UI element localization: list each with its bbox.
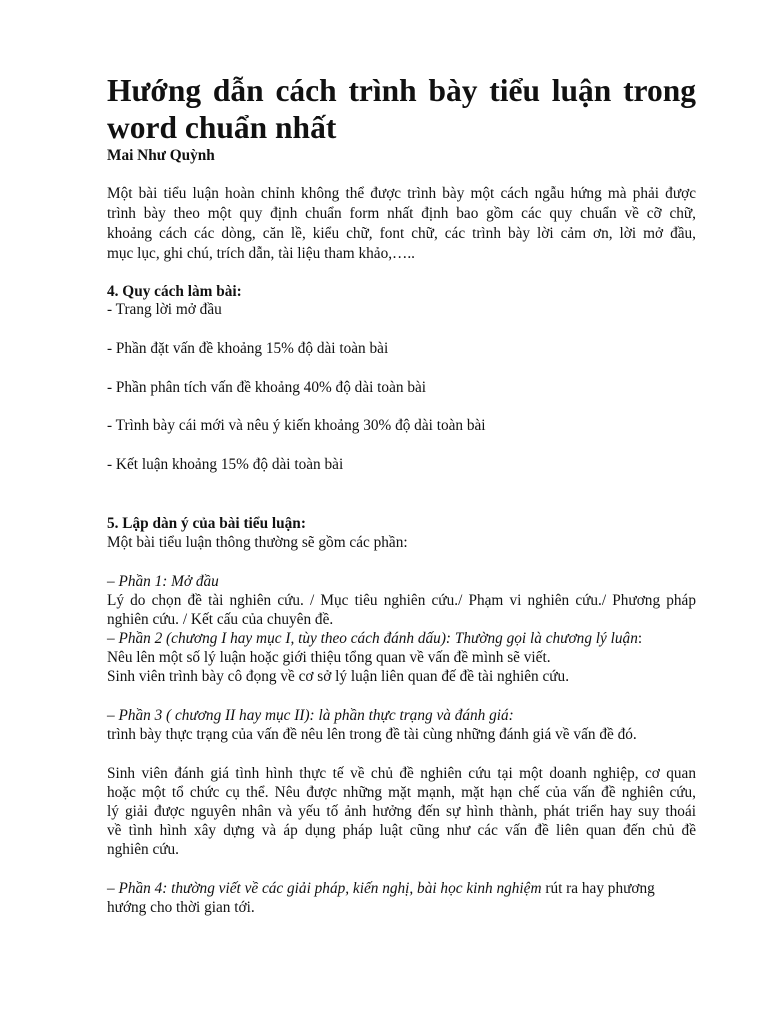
section5-heading: 5. Lập dàn ý của bài tiểu luận:	[107, 515, 306, 532]
part3-title: – Phần 3 ( chương II hay mục II): là phần thực trạng và đánh giá:	[107, 707, 514, 724]
part2-line: Nêu lên một số lý luận hoặc giới thiệu tổng quan về vấn đề mình sẽ viết.	[107, 649, 551, 666]
section4-item: - Trang lời mở đầu	[107, 301, 222, 318]
intro-line: khoảng cách các dòng, căn lề, kiểu chữ, font chữ, các trình bày lời cảm ơn, lời mở đầu,	[107, 225, 696, 242]
part3-paragraph-line: hoặc một tổ chức cụ thể. Nêu được những mặt mạnh, mặt hạn chế của vấn đề nghiên cứu,	[107, 784, 696, 801]
part2-title-suffix: :	[637, 630, 643, 647]
document-title: Hướng dẫn cách trình bày tiểu luận trong word chuẩn nhất	[107, 73, 696, 145]
section4-item: - Kết luận khoảng 15% độ dài toàn bài	[107, 456, 344, 473]
part3-paragraph-line: Sinh viên đánh giá tình hình thực tế về chủ đề nghiên cứu tại một doanh nghiệp, cơ quan	[107, 765, 696, 782]
section4-item: - Phần đặt vấn đề khoảng 15% độ dài toàn bài	[107, 340, 389, 357]
part1-title: – Phần 1: Mở đầu	[107, 573, 219, 590]
part2-line: Sinh viên trình bày cô đọng về cơ sở lý luận liên quan đế đề tài nghiên cứu.	[107, 668, 570, 685]
part3-paragraph-line: về tình hình xây dựng và áp dụng pháp luật cũng như các vấn đề liên quan đến chủ đề	[107, 822, 696, 839]
section4-item: - Phần phân tích vấn đề khoảng 40% độ dài toàn bài	[107, 379, 427, 396]
section4-heading: 4. Quy cách làm bài:	[107, 283, 242, 300]
author-name: Mai Như Quỳnh	[107, 147, 215, 164]
intro-line: Một bài tiểu luận hoàn chỉnh không thể được trình bày một cách ngẫu hứng mà phải được	[107, 185, 696, 202]
section5-intro: Một bài tiểu luận thông thường sẽ gồm các phần:	[107, 534, 408, 551]
intro-line: mục lục, ghi chú, trích dẫn, tài liệu tham khảo,…..	[107, 245, 415, 262]
intro-line: trình bày theo một quy định chuẩn form nhất định bao gồm các quy chuẩn về cỡ chữ,	[107, 205, 696, 222]
part2-title-line	[107, 629, 642, 648]
part4-title-rest: rút ra hay phương	[541, 880, 655, 897]
part3-paragraph-line: nghiên cứu.	[107, 841, 180, 858]
part1-line: nghiên cứu. / Kết cấu của chuyên đề.	[107, 611, 334, 628]
part3-paragraph-line: lý giải được nguyên nhân và yếu tố ảnh hưởng đến sự hình thành, phát triển hay suy thoái	[107, 803, 696, 820]
part4-line: hướng cho thời gian tới.	[107, 899, 255, 916]
part1-line: Lý do chọn đề tài nghiên cứu. / Mục tiêu nghiên cứu./ Phạm vi nghiên cứu./ Phương pháp	[107, 592, 696, 609]
part4-title: – Phần 4: thường viết về các giải pháp, kiến nghị, bài học kinh nghiệm	[107, 880, 542, 897]
part2-title: – Phần 2 (chương I hay mục I, tùy theo cách đánh dấu): Thường gọi là chương lý luận	[107, 630, 638, 647]
section4-item: - Trình bày cái mới và nêu ý kiến khoảng 30% độ dài toàn bài	[107, 417, 486, 434]
part3-line: trình bày thực trạng của vấn đề nêu lên trong đề tài cùng những đánh giá về vấn đề đó.	[107, 726, 637, 743]
part4-title-line	[107, 879, 655, 898]
